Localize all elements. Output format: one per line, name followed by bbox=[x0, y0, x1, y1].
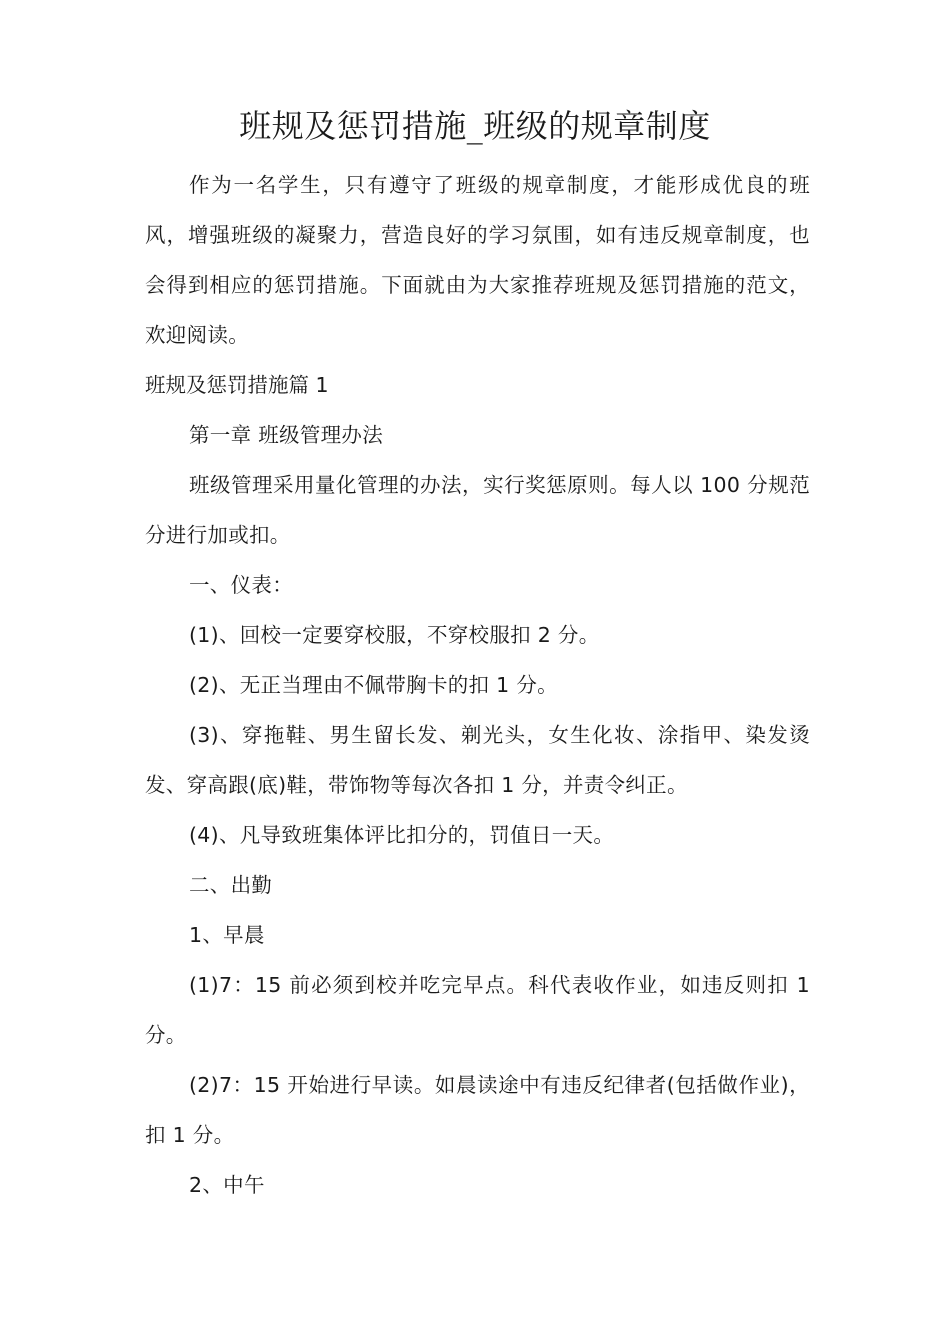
section-heading: 班规及惩罚措施篇 1 bbox=[145, 373, 329, 397]
rule-item: (2)、无正当理由不佩带胸卡的扣 1 分。 bbox=[189, 673, 558, 697]
rule-item: (3)、穿拖鞋、男生留长发、剃光头，女生化妆、涂指甲、染发烫发、穿高跟(底)鞋，带饰物等每次各扣 1 分，并责令纠正。 bbox=[145, 723, 810, 797]
subsection-heading: 1、早晨 bbox=[189, 923, 265, 947]
rule-item: (1)7：15 前必须到校并吃完早点。科代表收作业，如违反则扣 1 分。 bbox=[145, 973, 810, 1047]
document-title: 班规及惩罚措施_班级的规章制度 bbox=[239, 107, 711, 145]
part1-heading: 一、仪表： bbox=[189, 573, 293, 597]
rule-item: (2)7：15 开始进行早读。如晨读途中有违反纪律者(包括做作业)，扣 1 分。 bbox=[145, 1073, 810, 1147]
part2-heading: 二、出勤 bbox=[189, 873, 273, 897]
intro-paragraph: 作为一名学生，只有遵守了班级的规章制度，才能形成优良的班风，增强班级的凝聚力，营造良好的学习氛围，如有违反规章制度，也会得到相应的惩罚措施。下面就由为大家推荐班规及惩罚措施的范文，欢迎阅读。 bbox=[145, 173, 810, 347]
management-paragraph: 班级管理采用量化管理的办法，实行奖惩原则。每人以 100 分规范分进行加或扣。 bbox=[145, 473, 810, 547]
chapter-heading: 第一章 班级管理办法 bbox=[189, 423, 384, 447]
rule-item: (1)、回校一定要穿校服，不穿校服扣 2 分。 bbox=[189, 623, 600, 647]
rule-item: (4)、凡导致班集体评比扣分的，罚值日一天。 bbox=[189, 823, 615, 847]
subsection-heading: 2、中午 bbox=[189, 1173, 265, 1197]
